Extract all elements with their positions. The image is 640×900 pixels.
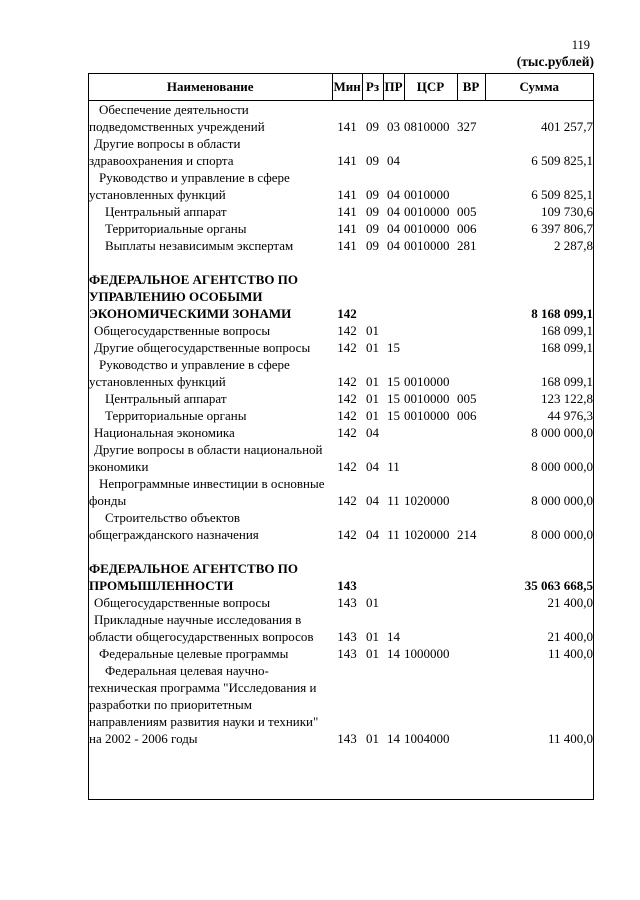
row-csr: 0010000	[404, 374, 450, 389]
page-number: 119	[571, 38, 590, 52]
row-csr	[404, 339, 457, 356]
row-rz: 01	[366, 595, 379, 610]
table-header	[89, 74, 593, 101]
row-name: Руководство и управление в сфере установленных функций	[89, 170, 290, 202]
col-header-csr: ЦСР	[404, 74, 457, 101]
row-min: 141	[337, 187, 357, 202]
row-csr	[404, 135, 457, 169]
row-name: ФЕДЕРАЛЬНОЕ АГЕНТСТВО ПО УПРАВЛЕНИЮ ОСОБЫМИ ЭКОНОМИЧЕСКИМИ ЗОНАМИ	[89, 272, 298, 321]
row-min: 141	[337, 221, 357, 236]
table-row	[89, 356, 593, 390]
row-sum: 8 168 099,1	[531, 306, 593, 321]
row-sum: 168 099,1	[541, 374, 593, 389]
col-header-min: Мин	[332, 74, 362, 101]
row-vr	[457, 441, 485, 475]
row-sum: 6 509 825,1	[531, 187, 593, 202]
row-vr	[457, 543, 485, 594]
row-sum: 8 000 000,0	[531, 425, 593, 440]
row-csr: 0010000	[404, 221, 450, 236]
row-pr: 15	[387, 340, 400, 355]
row-name: Центральный аппарат	[105, 204, 227, 219]
row-name: Прикладные научные исследования в области общегосударственных вопросов	[89, 612, 314, 644]
row-rz: 04	[366, 459, 379, 474]
table-row	[89, 509, 593, 543]
table-row	[89, 475, 593, 509]
row-sum: 21 400,0	[547, 629, 593, 644]
row-vr	[457, 645, 485, 662]
row-name: Федеральные целевые программы	[99, 646, 289, 661]
row-vr: 005	[457, 204, 477, 219]
row-min: 142	[337, 340, 357, 355]
row-sum: 2 287,8	[554, 238, 593, 253]
row-name: Руководство и управление в сфере установленных функций	[89, 357, 290, 389]
row-rz: 04	[366, 493, 379, 508]
table-row	[89, 237, 593, 254]
row-pr: 11	[387, 527, 400, 542]
table-row	[89, 543, 593, 594]
row-min: 142	[337, 391, 357, 406]
row-pr: 04	[387, 238, 400, 253]
row-csr: 1020000	[404, 493, 450, 508]
row-csr: 0010000	[404, 187, 450, 202]
row-pr: 04	[387, 187, 400, 202]
row-csr	[404, 254, 457, 322]
row-vr	[457, 339, 485, 356]
table-row	[89, 101, 593, 136]
row-min: 142	[337, 323, 357, 338]
row-pr: 04	[387, 153, 400, 168]
row-vr	[457, 662, 485, 747]
row-min: 143	[337, 731, 357, 746]
row-pr	[383, 543, 404, 594]
row-min: 142	[337, 425, 357, 440]
row-rz: 09	[366, 153, 379, 168]
row-name: ФЕДЕРАЛЬНОЕ АГЕНТСТВО ПО ПРОМЫШЛЕННОСТИ	[89, 561, 298, 593]
table-row	[89, 424, 593, 441]
row-vr	[457, 611, 485, 645]
row-pr: 14	[387, 646, 400, 661]
row-pr: 11	[387, 459, 400, 474]
row-name: Выплаты независимым экспертам	[105, 238, 294, 253]
row-pr	[383, 424, 404, 441]
row-vr: 281	[457, 238, 477, 253]
row-sum: 6 397 806,7	[531, 221, 593, 236]
row-pr: 14	[387, 731, 400, 746]
row-sum: 11 400,0	[547, 646, 593, 661]
table-row	[89, 441, 593, 475]
row-rz: 01	[366, 731, 379, 746]
table-row	[89, 169, 593, 203]
row-vr: 006	[457, 221, 477, 236]
row-name: Общегосударственные вопросы	[94, 595, 271, 610]
row-csr	[404, 424, 457, 441]
row-sum: 44 976,3	[547, 408, 593, 423]
row-name: Обеспечение деятельности подведомственных учреждений	[89, 102, 265, 134]
row-min: 141	[337, 119, 357, 134]
row-pr: 15	[387, 408, 400, 423]
col-header-sum: Сумма	[485, 74, 593, 101]
row-name: Территориальные органы	[105, 408, 247, 423]
row-min: 143	[337, 578, 357, 593]
row-sum: 168 099,1	[541, 323, 593, 338]
row-pr	[383, 254, 404, 322]
table-row	[89, 203, 593, 220]
row-pr: 15	[387, 391, 400, 406]
row-rz	[362, 543, 383, 594]
table-row	[89, 407, 593, 424]
row-csr	[404, 543, 457, 594]
row-csr: 0010000	[404, 391, 450, 406]
row-name: Непрограммные инвестиции в основные фонды	[89, 476, 325, 508]
row-pr: 14	[387, 629, 400, 644]
row-name: Строительство объектов общегражданского назначения	[89, 510, 259, 542]
row-rz: 01	[366, 391, 379, 406]
row-pr: 04	[387, 221, 400, 236]
row-csr: 0010000	[404, 408, 450, 423]
row-min: 142	[337, 527, 357, 542]
row-rz: 01	[366, 323, 379, 338]
row-sum: 401 257,7	[541, 119, 593, 134]
units-label: (тыс.рублей)	[516, 54, 594, 69]
row-name: Другие общегосударственные вопросы	[94, 340, 311, 355]
row-pr	[383, 322, 404, 339]
table-row	[89, 322, 593, 339]
table-row	[89, 254, 593, 322]
row-min: 142	[337, 306, 357, 321]
row-rz: 09	[366, 119, 379, 134]
row-rz: 04	[366, 527, 379, 542]
row-min: 143	[337, 595, 357, 610]
row-min: 142	[337, 374, 357, 389]
table-row	[89, 662, 593, 747]
row-rz: 04	[366, 425, 379, 440]
row-pr: 03	[387, 119, 400, 134]
row-csr: 0010000	[404, 238, 450, 253]
row-pr	[383, 594, 404, 611]
row-pr: 04	[387, 204, 400, 219]
row-sum: 6 509 825,1	[531, 153, 593, 168]
row-rz	[362, 254, 383, 322]
row-min: 142	[337, 408, 357, 423]
col-header-pr: ПР	[383, 74, 404, 101]
table-row	[89, 135, 593, 169]
row-sum: 123 122,8	[541, 391, 593, 406]
row-csr	[404, 611, 457, 645]
row-rz: 01	[366, 408, 379, 423]
row-name: Другие вопросы в области здравоохранения и спорта	[89, 136, 241, 168]
row-vr	[457, 322, 485, 339]
row-vr	[457, 594, 485, 611]
row-rz: 01	[366, 340, 379, 355]
row-sum: 21 400,0	[547, 595, 593, 610]
row-rz: 09	[366, 238, 379, 253]
row-name: Национальная экономика	[94, 425, 235, 440]
row-min: 143	[337, 629, 357, 644]
row-pr: 15	[387, 374, 400, 389]
row-vr	[457, 254, 485, 322]
row-rz: 01	[366, 646, 379, 661]
row-csr: 1004000	[404, 731, 450, 746]
row-sum: 8 000 000,0	[531, 527, 593, 542]
row-rz: 09	[366, 221, 379, 236]
row-sum: 8 000 000,0	[531, 493, 593, 508]
col-header-vr: ВР	[457, 74, 485, 101]
row-csr: 0010000	[404, 204, 450, 219]
row-csr	[404, 322, 457, 339]
row-min: 141	[337, 204, 357, 219]
row-name: Территориальные органы	[105, 221, 247, 236]
row-min: 142	[337, 459, 357, 474]
row-csr	[404, 594, 457, 611]
budget-table	[89, 74, 593, 747]
col-header-rz: Рз	[362, 74, 383, 101]
table-row	[89, 220, 593, 237]
row-vr: 214	[457, 527, 477, 542]
table-row	[89, 594, 593, 611]
row-sum: 109 730,6	[541, 204, 593, 219]
row-csr	[404, 441, 457, 475]
table-row	[89, 611, 593, 645]
budget-table-frame	[88, 73, 594, 800]
row-name: Другие вопросы в области национальной экономики	[89, 442, 323, 474]
row-min: 141	[337, 153, 357, 168]
row-sum: 168 099,1	[541, 340, 593, 355]
row-pr: 11	[387, 493, 400, 508]
row-vr: 005	[457, 391, 477, 406]
table-row	[89, 645, 593, 662]
row-sum: 11 400,0	[547, 731, 593, 746]
row-csr: 1020000	[404, 527, 450, 542]
row-csr: 1000000	[404, 646, 450, 661]
row-name: Общегосударственные вопросы	[94, 323, 271, 338]
row-sum: 8 000 000,0	[531, 459, 593, 474]
row-name: Федеральная целевая научно-техническая программа "Исследования и разработки по приоритетным направлениям развития науки и техники" на 2002 - 2006 годы	[89, 663, 319, 746]
row-rz: 09	[366, 204, 379, 219]
row-rz: 09	[366, 187, 379, 202]
row-vr: 006	[457, 408, 477, 423]
row-sum: 35 063 668,5	[524, 578, 593, 593]
col-header-name: Наименование	[89, 74, 332, 101]
row-vr	[457, 135, 485, 169]
row-vr	[457, 169, 485, 203]
row-vr: 327	[457, 119, 477, 134]
row-rz: 01	[366, 374, 379, 389]
table-row	[89, 339, 593, 356]
row-name: Центральный аппарат	[105, 391, 227, 406]
row-min: 141	[337, 238, 357, 253]
row-vr	[457, 424, 485, 441]
row-vr	[457, 475, 485, 509]
row-rz: 01	[366, 629, 379, 644]
row-min: 143	[337, 646, 357, 661]
table-row	[89, 390, 593, 407]
row-vr	[457, 356, 485, 390]
table-header-row	[89, 74, 593, 101]
row-csr: 0810000	[404, 119, 450, 134]
table-body	[89, 101, 593, 748]
row-min: 142	[337, 493, 357, 508]
